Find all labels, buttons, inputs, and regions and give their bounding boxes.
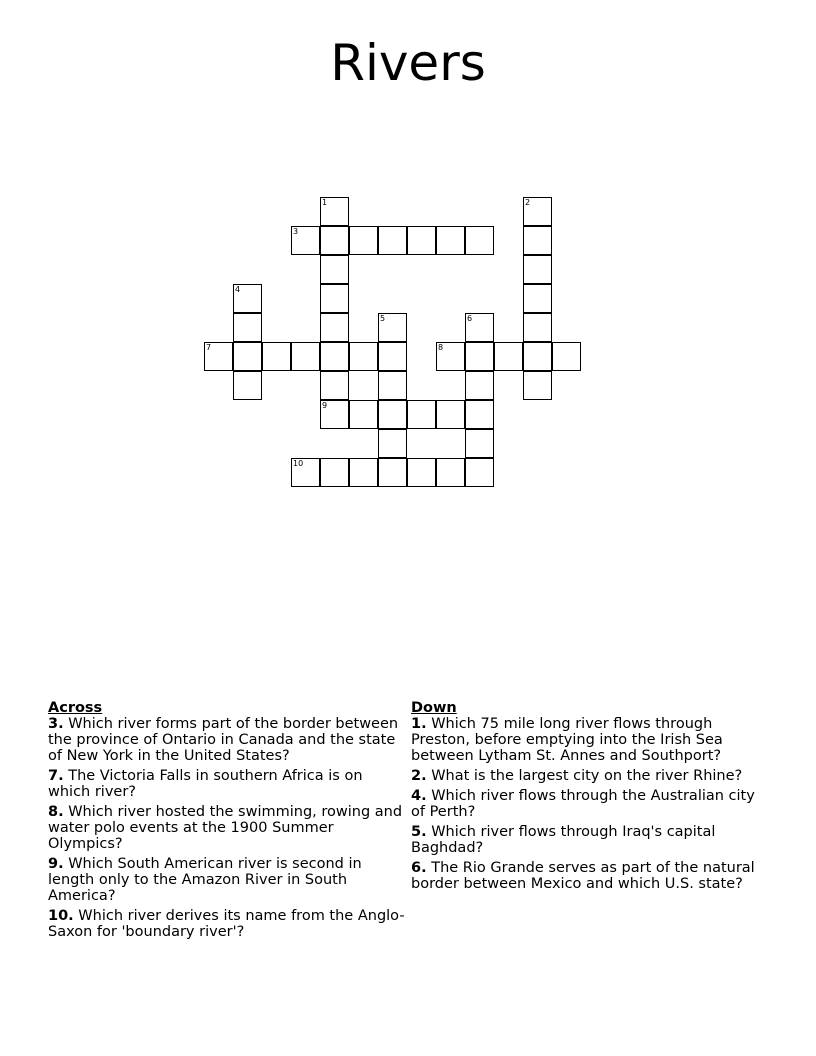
clue-text: Which South American river is second in length only to the Amazon River in South America? (48, 856, 362, 904)
grid-cell[interactable] (291, 458, 320, 487)
clue-down-4 (411, 788, 771, 820)
grid-cell[interactable] (407, 400, 436, 429)
clue-down-2 (411, 768, 771, 784)
cell-number: 2 (525, 198, 531, 207)
grid-cell[interactable] (320, 400, 349, 429)
grid-cell[interactable] (378, 458, 407, 487)
clue-number: 3. (48, 716, 64, 732)
puzzle-title: Rivers (330, 34, 486, 92)
clue-text: Which river flows through Iraq's capital Baghdad? (411, 824, 716, 856)
down-heading: Down (411, 700, 457, 716)
grid-cell[interactable] (320, 284, 349, 313)
clue-across-7 (48, 768, 408, 800)
grid-cell[interactable] (233, 342, 262, 371)
grid-cell[interactable] (465, 342, 494, 371)
grid-cell[interactable] (349, 342, 378, 371)
grid-cell[interactable] (523, 255, 552, 284)
grid-cell[interactable] (407, 226, 436, 255)
grid-cell[interactable] (378, 342, 407, 371)
clue-number: 7. (48, 768, 64, 784)
clue-number: 4. (411, 788, 427, 804)
grid-cell[interactable] (349, 458, 378, 487)
clue-number: 9. (48, 856, 64, 872)
grid-cell[interactable] (320, 226, 349, 255)
grid-cell[interactable] (320, 313, 349, 342)
clue-text: Which river flows through the Australian city of Perth? (411, 788, 755, 820)
grid-cell[interactable] (378, 226, 407, 255)
clue-number: 8. (48, 804, 64, 820)
clue-text: Which river forms part of the border between the province of Ontario in Canada and the state of New York in the United States? (48, 716, 399, 764)
clue-number: 10. (48, 908, 74, 924)
grid-cell[interactable] (407, 458, 436, 487)
clue-text: The Rio Grande serves as part of the natural border between Mexico and which U.S. state? (411, 860, 755, 892)
grid-cell[interactable] (262, 342, 291, 371)
grid-cell[interactable] (465, 371, 494, 400)
clue-number: 1. (411, 716, 427, 732)
grid-cell[interactable] (320, 197, 349, 226)
grid-cell[interactable] (378, 400, 407, 429)
cell-number: 5 (380, 314, 386, 323)
clue-text: Which river hosted the swimming, rowing and water polo events at the 1900 Summer Olympics? (48, 804, 403, 852)
grid-cell[interactable] (320, 342, 349, 371)
grid-cell[interactable] (465, 400, 494, 429)
grid-cell[interactable] (349, 400, 378, 429)
grid-cell[interactable] (204, 342, 233, 371)
clue-down-1 (411, 716, 771, 764)
grid-cell[interactable] (523, 226, 552, 255)
grid-cell[interactable] (552, 342, 581, 371)
clue-across-10 (48, 908, 408, 940)
cell-number: 8 (438, 343, 444, 352)
cell-number: 10 (293, 459, 304, 468)
grid-cell[interactable] (378, 429, 407, 458)
clue-number: 5. (411, 824, 427, 840)
grid-cell[interactable] (378, 371, 407, 400)
across-heading: Across (48, 700, 103, 716)
clue-number: 6. (411, 860, 427, 876)
grid-cell[interactable] (349, 226, 378, 255)
clue-down-5 (411, 824, 771, 856)
grid-cell[interactable] (233, 284, 262, 313)
down-clues (411, 700, 771, 896)
cell-number: 6 (467, 314, 473, 323)
cell-number: 4 (235, 285, 241, 294)
grid-cell[interactable] (523, 284, 552, 313)
grid-cell[interactable] (378, 313, 407, 342)
clue-across-8 (48, 804, 408, 852)
grid-cell[interactable] (465, 458, 494, 487)
grid-cell[interactable] (436, 226, 465, 255)
grid-cell[interactable] (523, 342, 552, 371)
grid-cell[interactable] (465, 226, 494, 255)
grid-cell[interactable] (465, 429, 494, 458)
grid-cell[interactable] (233, 313, 262, 342)
cell-number: 3 (293, 227, 299, 236)
clue-text: Which 75 mile long river flows through Preston, before emptying into the Irish Sea between Lytham St. Annes and Southport? (411, 716, 723, 764)
grid-cell[interactable] (320, 255, 349, 284)
grid-cell[interactable] (233, 371, 262, 400)
clue-number: 2. (411, 768, 427, 784)
grid-cell[interactable] (291, 342, 320, 371)
grid-cell[interactable] (320, 458, 349, 487)
grid-cell[interactable] (494, 342, 523, 371)
grid-cell[interactable] (523, 313, 552, 342)
clue-down-6 (411, 860, 771, 892)
cell-number: 1 (322, 198, 328, 207)
clue-across-9 (48, 856, 408, 904)
grid-cell[interactable] (291, 226, 320, 255)
clue-text: What is the largest city on the river Rhine? (431, 768, 743, 784)
cell-number: 9 (322, 401, 328, 410)
grid-cell[interactable] (436, 342, 465, 371)
grid-cell[interactable] (465, 313, 494, 342)
grid-cell[interactable] (320, 371, 349, 400)
grid-cell[interactable] (523, 371, 552, 400)
grid-cell[interactable] (436, 458, 465, 487)
across-clues (48, 700, 408, 944)
clue-text: Which river derives its name from the Anglo-Saxon for 'boundary river'? (48, 908, 405, 940)
grid-cell[interactable] (523, 197, 552, 226)
clue-text: The Victoria Falls in southern Africa is on which river? (48, 768, 363, 800)
grid-cell[interactable] (436, 400, 465, 429)
cell-number: 7 (206, 343, 212, 352)
clue-across-3 (48, 716, 408, 764)
